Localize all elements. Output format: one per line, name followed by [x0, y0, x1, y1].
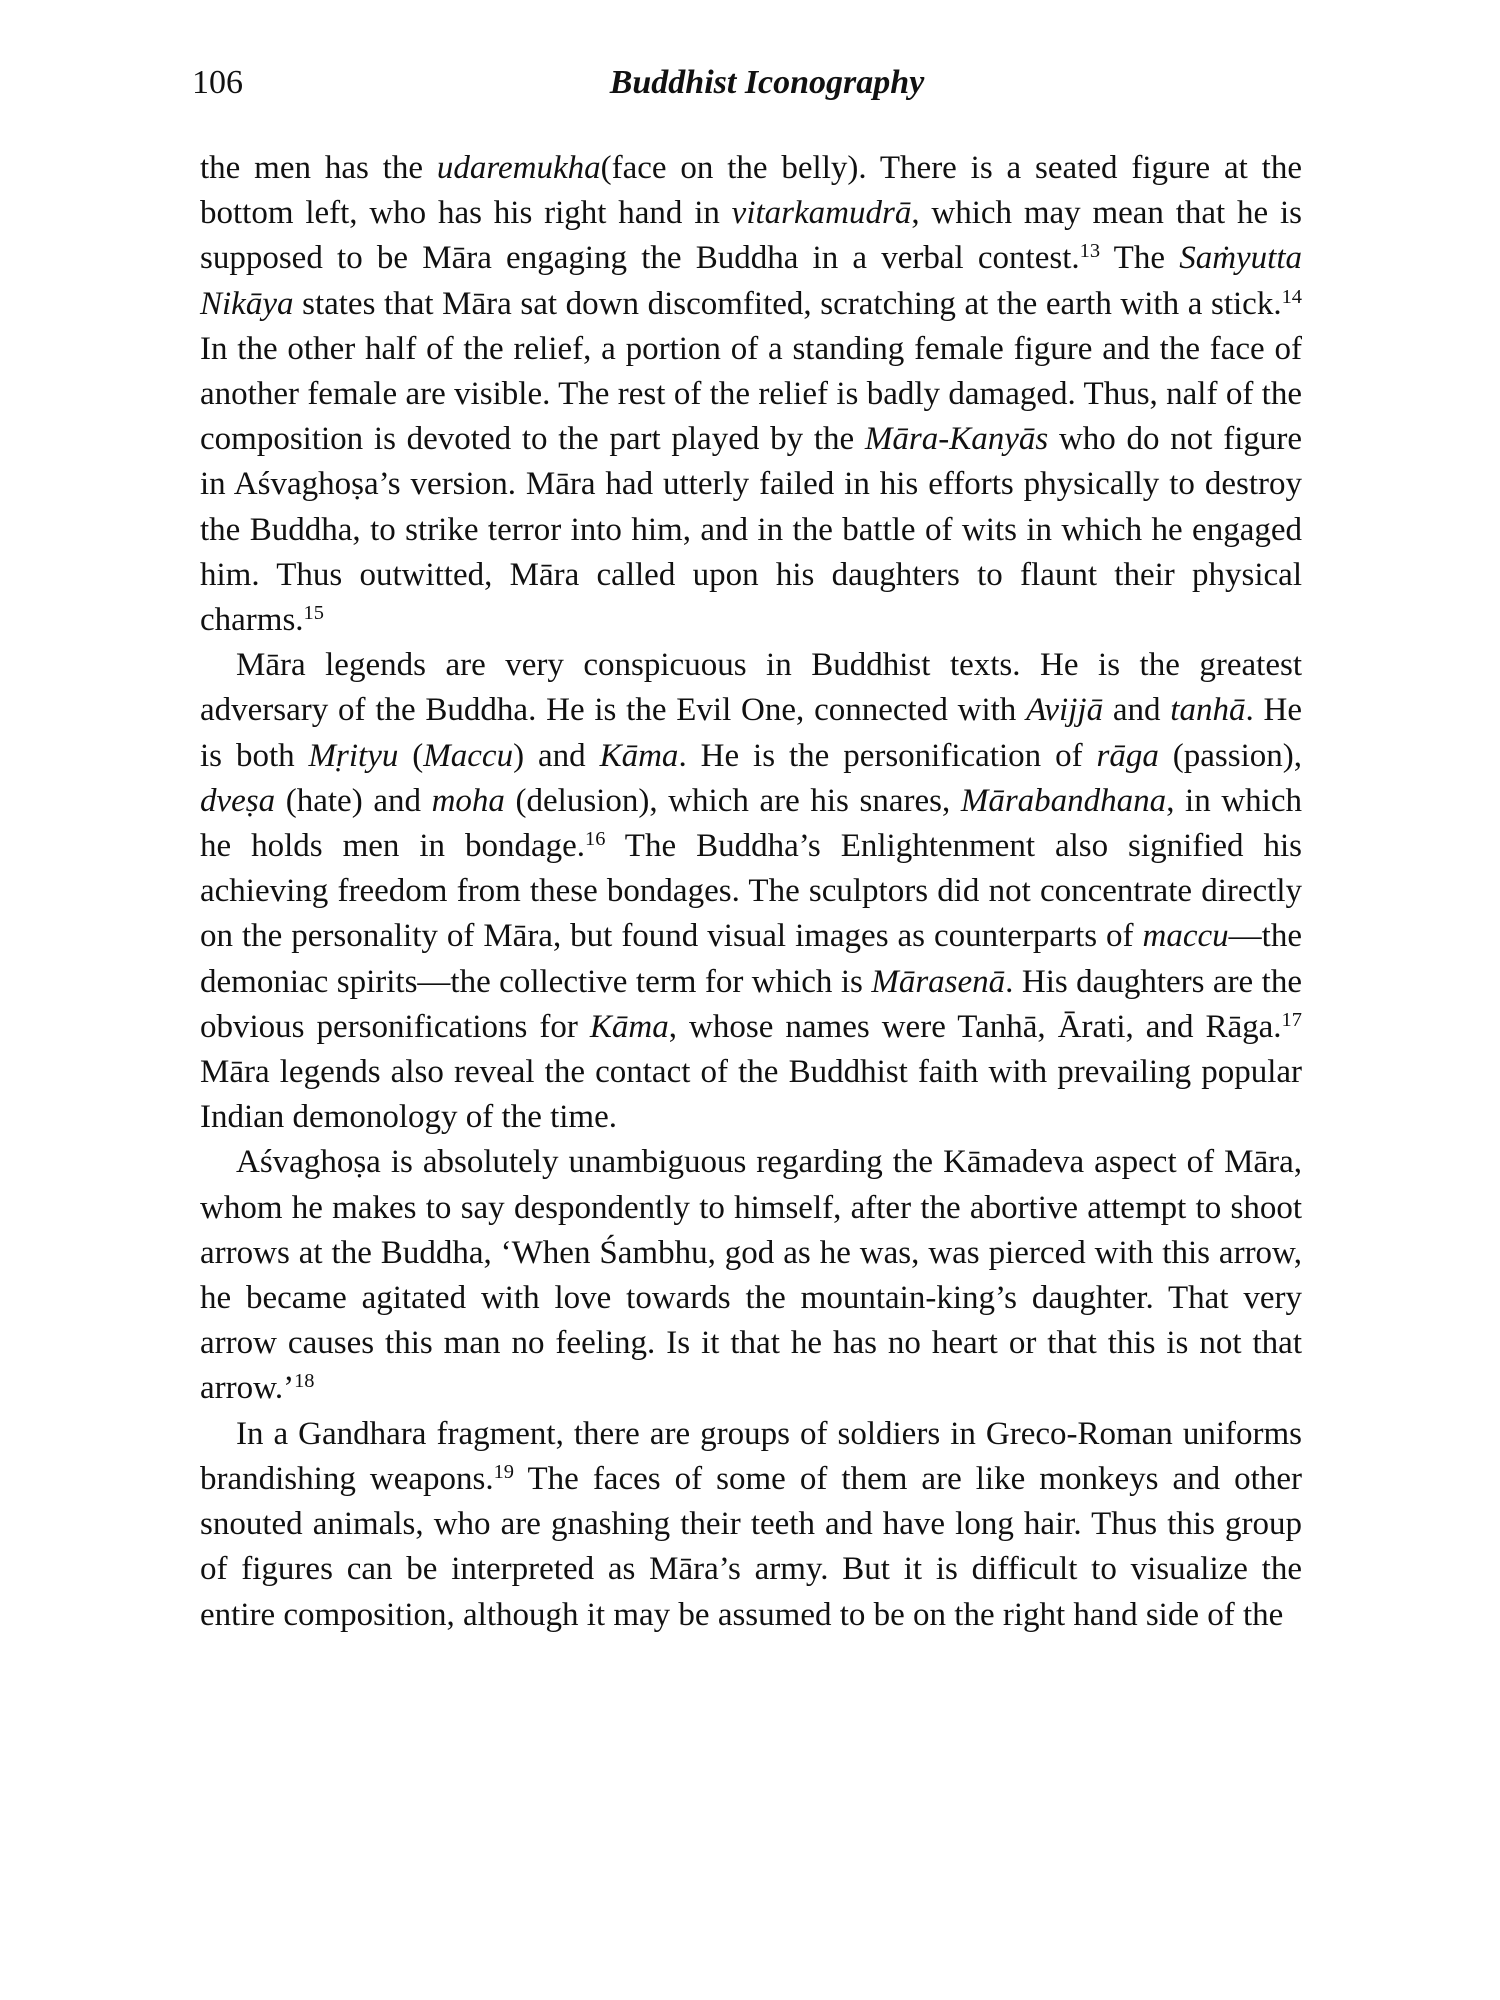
text-run: . His daughters are the obvious personifications for	[200, 963, 1302, 1045]
text-run: (passion),	[1158, 737, 1303, 774]
italic-term: tanhā	[1170, 692, 1246, 729]
footnote-marker: 18	[294, 1370, 315, 1393]
running-title: Buddhist Iconography	[609, 64, 925, 101]
footnote-marker: 14	[1281, 285, 1302, 308]
italic-term: Mṛityu	[308, 737, 399, 774]
paragraph	[200, 1412, 1302, 1638]
italic-term: moha	[431, 782, 505, 819]
footnote-marker: 19	[493, 1460, 515, 1483]
paragraph	[200, 146, 1302, 643]
italic-term: Maccu	[423, 737, 514, 774]
text-run: Māra legends also reveal the contact of the Buddhist faith with prevailing popular Indian demonology of the time.	[200, 1054, 1302, 1136]
italic-term: vitarkamudrā	[731, 195, 912, 232]
italic-term: Mārabandhana	[960, 782, 1167, 819]
text-run: , whose names were Tanhā, Ārati, and Rāga.	[668, 1008, 1282, 1045]
italic-term: Avijjā	[1026, 692, 1104, 729]
italic-term: Māra-Kanyās	[864, 421, 1049, 458]
footnote-marker: 13	[1079, 240, 1101, 263]
paragraph	[200, 1140, 1302, 1411]
text-run: The faces of some of them are like monkeys and other snouted animals, who are gnashing their teeth and have long hair. Thus this group of figures can be interpreted as Māra’s army. But it is difficult to visualize the entire composition, although it may be assumed to be on the right hand side of the	[200, 1460, 1302, 1633]
footnote-marker: 16	[585, 827, 606, 850]
text-run: In a Gandhara fragment, there are groups of soldiers in Greco-Roman uniforms brandishing weapons.	[200, 1415, 1302, 1497]
text-run: . He is both	[200, 692, 1302, 774]
italic-term: dveṣa	[200, 782, 276, 819]
text-run: The	[1100, 240, 1180, 277]
italic-term: Saṁyutta Nikāya	[200, 240, 1303, 322]
italic-term: Kāma	[589, 1008, 669, 1045]
text-run: (	[398, 737, 424, 774]
text-run: the men has the	[200, 150, 437, 186]
text-run: Aśvaghoṣa is absolutely unambiguous regarding the Kāmadeva aspect of Māra, whom he makes to say despondently to himself, after the abortive attempt to shoot arrows at the Buddha, ‘When Śambhu, god as he was, was pierced with this arrow, he became agitated with love towards the mountain-king’s daughter. That very arrow causes this man no feeling. Is it that he has no heart or that this is not that arrow.’	[200, 1144, 1302, 1407]
italic-term: Mārasenā	[871, 963, 1006, 1000]
footnote-marker: 15	[303, 601, 324, 624]
text-run: , in which he holds men in bondage.	[200, 782, 1302, 865]
text-run: ) and	[513, 737, 600, 774]
page-number: 106	[192, 64, 243, 101]
text-run: (face on the belly). There is a seated figure at the bottom left, who has his right hand in	[200, 150, 1302, 232]
text-run: The Buddha’s Enlightenment also signified his achieving freedom from these bondages. The sculptors did not concentrate directly on the personality of Māra, but found visual images as counterparts of	[200, 828, 1303, 955]
body-text	[200, 146, 1302, 1638]
text-run: and	[1103, 692, 1171, 729]
italic-term: udaremukha	[436, 150, 601, 186]
text-run: states that Māra sat down discomfited, scratching at the earth with a stick.	[293, 285, 1282, 322]
text-run: (delusion), which are his snares,	[504, 782, 961, 819]
text-run: . He is the personification of	[678, 737, 1097, 774]
running-head	[192, 58, 1302, 108]
text-run: Māra legends are very conspicuous in Buddhist texts. He is the greatest adversary of the Buddha. He is the Evil One, connected with	[200, 647, 1302, 729]
paragraph	[200, 643, 1302, 1140]
italic-term: Kāma	[599, 737, 679, 774]
text-run: who do not figure in Aśvaghoṣa’s version. Māra had utterly failed in his efforts physically to destroy the Buddha, to strike terror into him, and in the battle of wits in which he engaged him. Thus outwitted, Māra called upon his daughters to flaunt their physical charms.	[200, 421, 1303, 639]
text-run: —the demoniac spirits—the collective term for which is	[200, 918, 1302, 1000]
text-run: (hate) and	[275, 782, 432, 819]
italic-term: rāga	[1096, 737, 1159, 774]
italic-term: maccu	[1142, 918, 1229, 955]
text-run: In the other half of the relief, a portion of a standing female figure and the face of another female are visible. The rest of the relief is badly damaged. Thus, nalf of the composition is devoted to the part played by the	[200, 330, 1302, 458]
footnote-marker: 17	[1281, 1008, 1302, 1031]
text-run: , which may mean that he is supposed to be Māra engaging the Buddha in a verbal contest.	[200, 195, 1302, 277]
